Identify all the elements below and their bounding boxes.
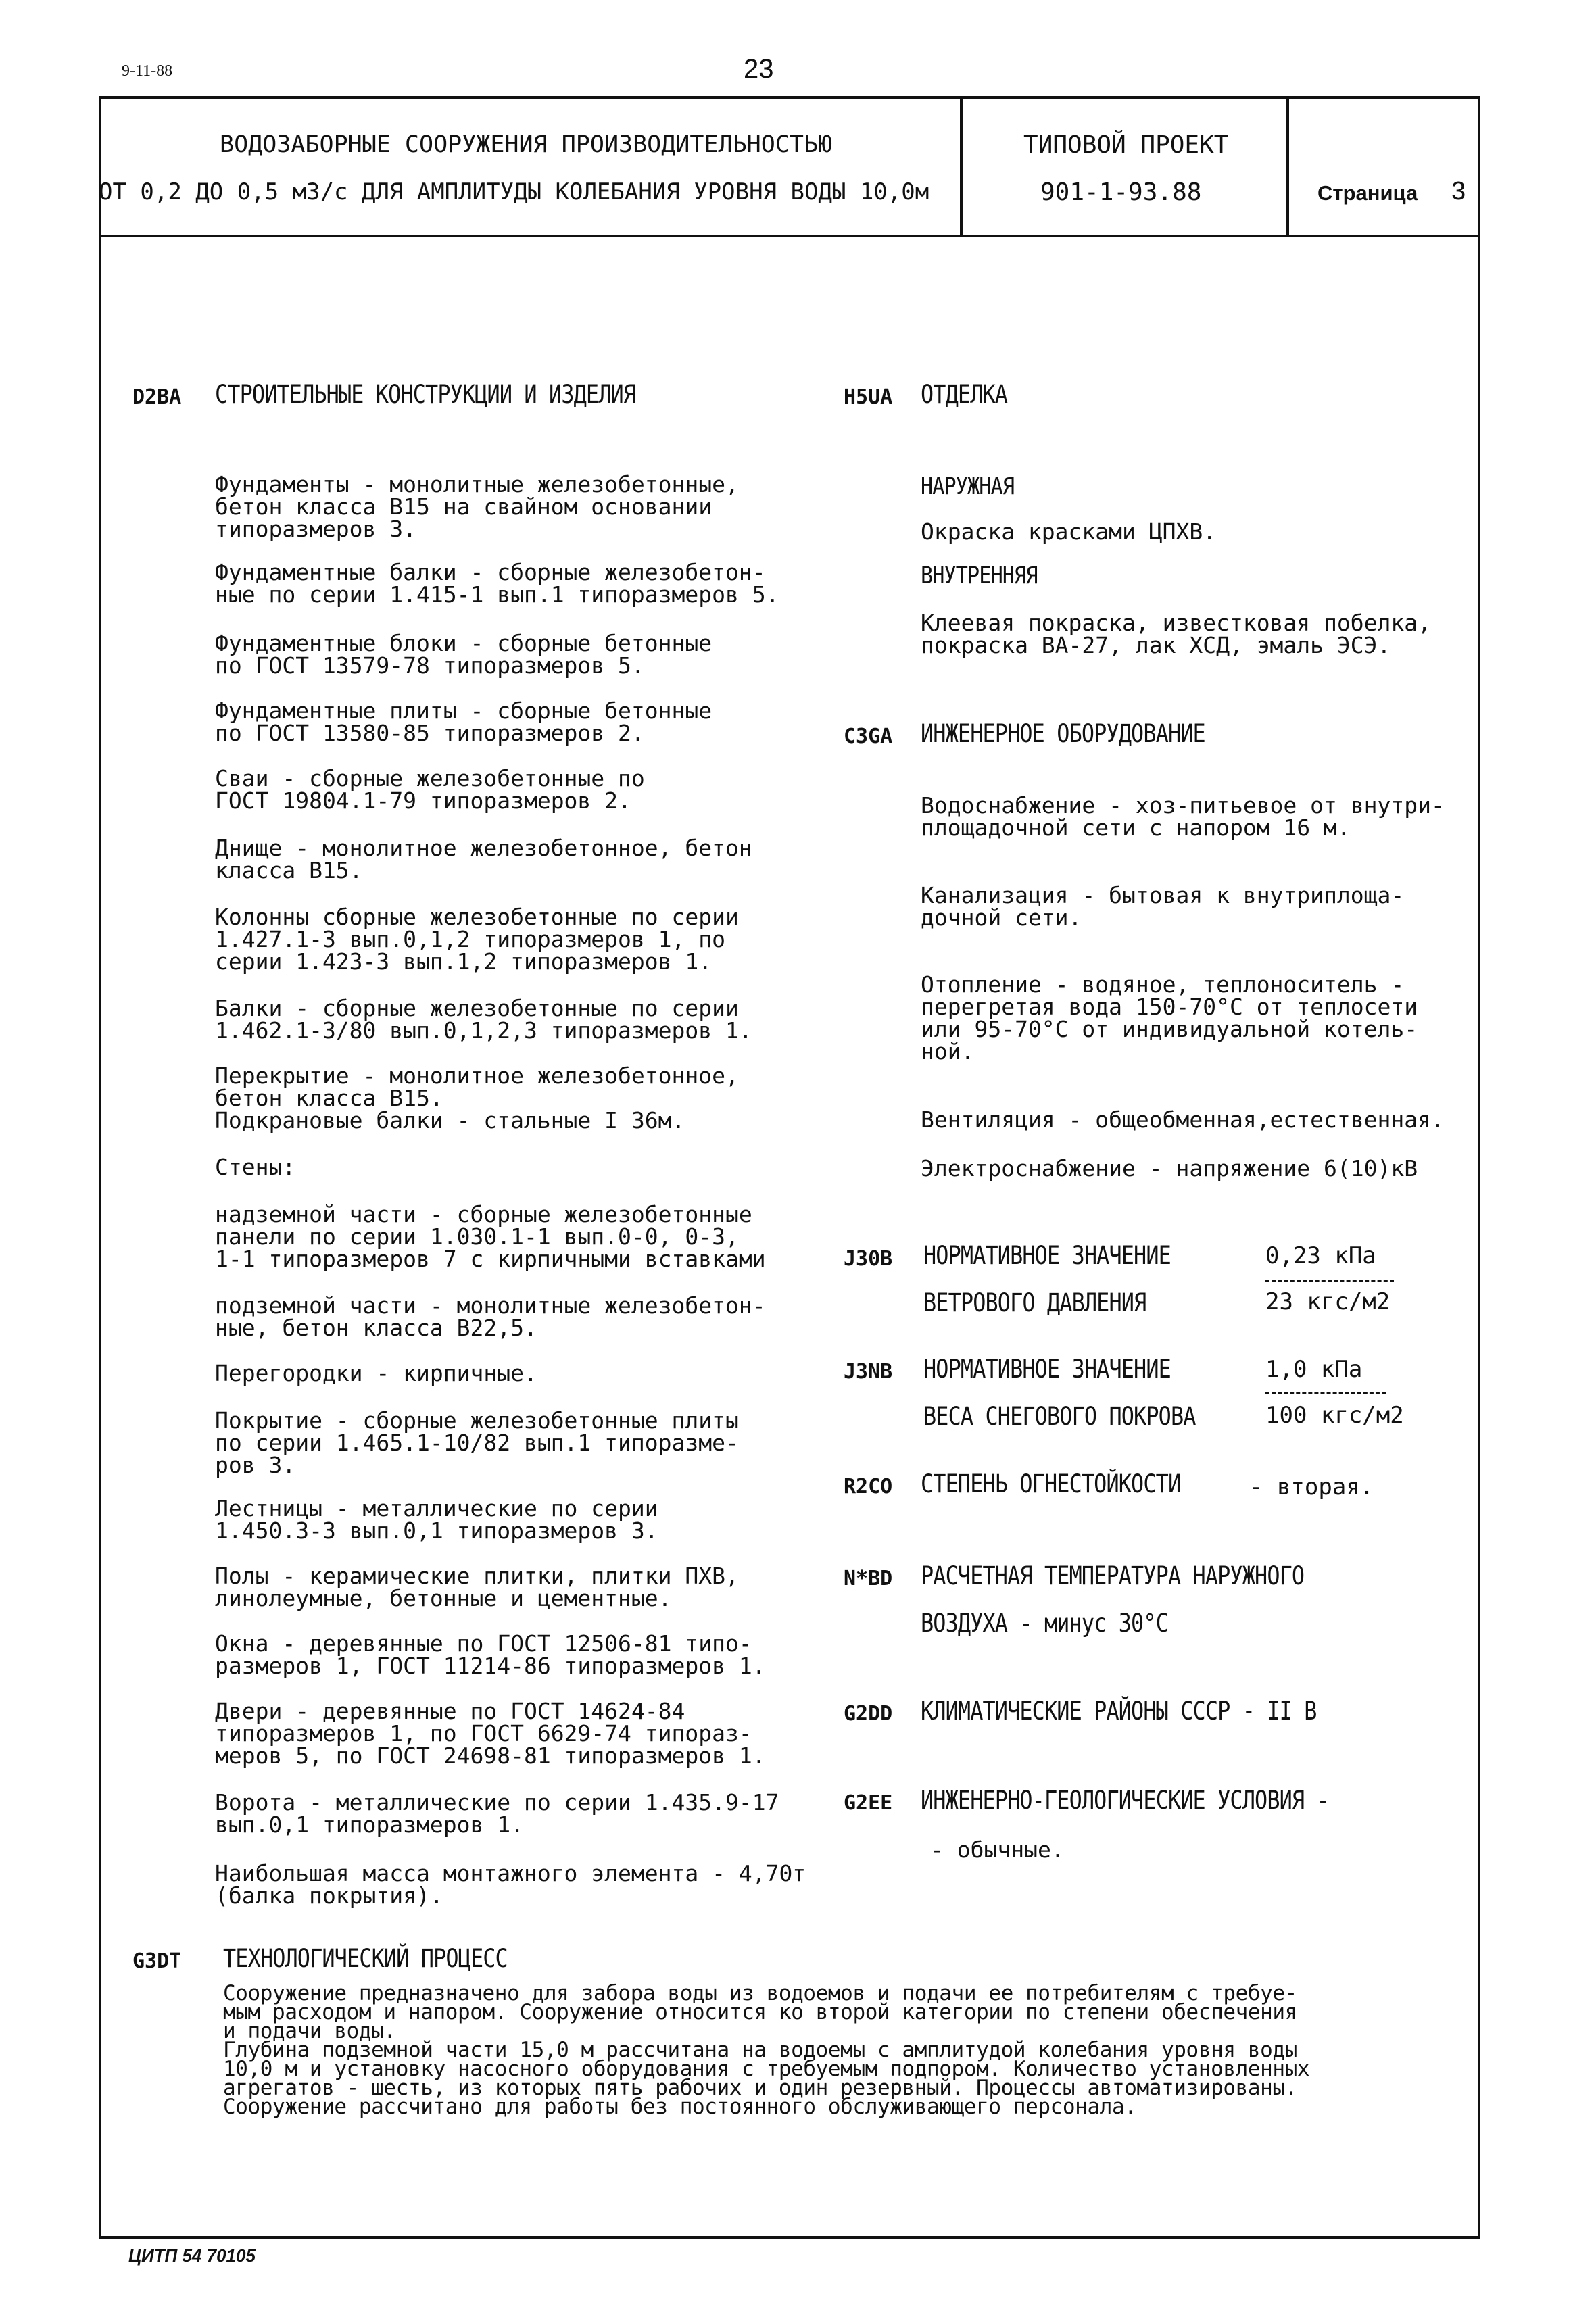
list-item: Фундаментные плиты - сборные бетонные по ГОСТ 13580-85 типоразмеров 2. xyxy=(215,698,712,746)
title-line-2: ОТ 0,2 ДО 0,5 м3/с ДЛЯ АМПЛИТУДЫ КОЛЕБАНИЯ УРОВНЯ ВОДЫ 10,0м xyxy=(99,178,929,205)
title-cell xyxy=(101,99,963,235)
wind-line-1: НОРМАТИВНОЕ ЗНАЧЕНИЕ xyxy=(923,1241,1171,1270)
list-item: надземной части - сборные железобетонные панели по серии 1.030.1-1 вып.0-0, 0-3, 1-1 типоразмеров 7 с кирпичными вставками xyxy=(215,1201,766,1272)
title-block xyxy=(101,99,1478,237)
sheet-number: 23 xyxy=(744,54,774,84)
date-stamp: 9-11-88 xyxy=(122,62,173,80)
page-cell xyxy=(1289,99,1478,235)
fire-value: - вторая. xyxy=(1249,1473,1374,1501)
list-item: Полы - керамические плитки, плитки ПХВ, линолеумные, бетонные и цементные. xyxy=(215,1563,739,1611)
list-item: Перегородки - кирпичные. xyxy=(215,1360,537,1386)
project-cell xyxy=(963,99,1289,235)
list-item: Ворота - металлические по серии 1.435.9-17 вып.0,1 типоразмеров 1. xyxy=(215,1789,779,1838)
equipment-item: Канализация - бытовая к внутриплоща- дочной сети. xyxy=(921,882,1405,931)
list-item: Двери - деревянные по ГОСТ 14624-84 типоразмеров 1, по ГОСТ 6629-74 типораз- меров 5, по ГОСТ 24698-81 типоразмеров 1. xyxy=(215,1698,766,1769)
wind-value-kpa: 0,23 кПа xyxy=(1265,1242,1376,1269)
fire-label: СТЕПЕНЬ ОГНЕСТОЙКОСТИ xyxy=(921,1469,1181,1498)
section-code-g3dt: G3DT xyxy=(132,1949,182,1973)
section-code-j3nb: J3NB xyxy=(844,1360,893,1384)
process-text: Сооружение предназначено для забора воды из водоемов и подачи ее потребителям с требуе- мым расходом и напором. Сооружение относится ко второй категории по степени обеспечения и подачи воды. Глубина подземной части 15,0 м рассчитана на водоемы с амплитудой колебания уровня воды 10,0 м и установку насосного оборудования с требуемым подпором. Количество установленных агрегатов - шесть, из которых пять рабочих и один резервный. Процессы автоматизированы. Сооружение рассчитано для работы без постоянного обслуживающего персонала. xyxy=(223,1981,1310,2119)
list-item: Сваи - сборные железобетонные по ГОСТ 19804.1-79 типоразмеров 2. xyxy=(215,765,645,814)
section-code-h5ua: H5UA xyxy=(844,385,893,409)
geo-value: - обычные. xyxy=(930,1836,1065,1863)
finish-heading: ОТДЕЛКА xyxy=(921,380,1008,409)
list-item: Наибольшая масса монтажного элемента - 4,70т (балка покрытия). xyxy=(215,1860,806,1909)
section-code-g2ee: G2EE xyxy=(844,1791,893,1815)
wind-value-kgs: 23 кгс/м2 xyxy=(1265,1288,1391,1315)
list-item: Покрытие - сборные железобетонные плиты по серии 1.465.1-10/82 вып.1 типоразме- ров 3. xyxy=(215,1407,739,1478)
list-item: Окна - деревянные по ГОСТ 12506-81 типо- размеров 1, ГОСТ 11214-86 типоразмеров 1. xyxy=(215,1630,766,1679)
list-item: Днище - монолитное железобетонное, бетон класса В15. xyxy=(215,835,752,883)
finish-outer-heading: НАРУЖНАЯ xyxy=(921,473,1015,500)
section-code-c3ga: C3GA xyxy=(844,725,893,748)
section-code-j30b: J30B xyxy=(844,1247,893,1271)
section-code-g2dd: G2DD xyxy=(844,1702,893,1726)
section-code-d2ba: D2BA xyxy=(132,385,182,409)
list-item: подземной части - монолитные железобетон- ные, бетон класса В22,5. xyxy=(215,1292,766,1341)
structures-heading: СТРОИТЕЛЬНЫЕ КОНСТРУКЦИИ И ИЗДЕЛИЯ xyxy=(215,380,636,409)
project-number: 901-1-93.88 xyxy=(1040,178,1202,206)
page-number: 3 xyxy=(1451,177,1466,205)
list-item: Фундаментные блоки - сборные бетонные по ГОСТ 13579-78 типоразмеров 5. xyxy=(215,630,712,679)
page-label: Страница xyxy=(1317,181,1418,205)
list-item: Перекрытие - монолитное железобетонное, бетон класса В15. Подкрановые балки - стальные I 36м. xyxy=(215,1063,739,1134)
project-label: ТИПОВОЙ ПРОЕКТ xyxy=(1023,131,1229,159)
geo-heading: ИНЖЕНЕРНО-ГЕОЛОГИЧЕСКИЕ УСЛОВИЯ - xyxy=(921,1786,1329,1815)
finish-inner-text: Клеевая покраска, известковая побелка, покраска ВА-27, лак ХСД, эмаль ЭСЭ. xyxy=(921,610,1431,658)
equipment-item: Вентиляция - общеобменная,естественная. xyxy=(921,1106,1445,1133)
equipment-item: Водоснабжение - хоз-питьевое от внутри- площадочной сети с напором 16 м. xyxy=(921,792,1445,841)
fraction-line xyxy=(1265,1392,1386,1394)
fraction-line xyxy=(1265,1280,1394,1282)
temp-line-1: РАСЧЕТНАЯ ТЕМПЕРАТУРА НАРУЖНОГО xyxy=(921,1561,1305,1590)
finish-outer-text: Окраска красками ЦПХВ. xyxy=(921,518,1217,545)
list-item: Лестницы - металлические по серии 1.450.3-3 вып.0,1 типоразмеров 3. xyxy=(215,1495,658,1544)
finish-inner-heading: ВНУТРЕННЯЯ xyxy=(921,562,1038,589)
equipment-item: Электроснабжение - напряжение 6(10)кВ xyxy=(921,1155,1418,1181)
equipment-item: Отопление - водяное, теплоноситель - перегретая вода 150-70°С от теплосети или 95-70°С от индивидуальной котель- ной. xyxy=(921,971,1418,1065)
process-heading: ТЕХНОЛОГИЧЕСКИЙ ПРОЦЕСС xyxy=(223,1944,508,1973)
climate-text: КЛИМАТИЧЕСКИЕ РАЙОНЫ СССР - II В xyxy=(921,1697,1317,1726)
list-item: Балки - сборные железобетонные по серии 1.462.1-3/80 вып.0,1,2,3 типоразмеров 1. xyxy=(215,995,752,1044)
list-item: Фундаменты - монолитные железобетонные, бетон класса В15 на свайном основании типоразмеров 3. xyxy=(215,471,739,542)
snow-line-1: НОРМАТИВНОЕ ЗНАЧЕНИЕ xyxy=(923,1355,1171,1384)
section-code-nbd: N*BD xyxy=(844,1567,893,1590)
snow-line-2: ВЕСА СНЕГОВОГО ПОКРОВА xyxy=(923,1402,1196,1431)
title-line-1: ВОДОЗАБОРНЫЕ СООРУЖЕНИЯ ПРОИЗВОДИТЕЛЬНОСТЬЮ xyxy=(220,131,833,158)
snow-value-kgs: 100 кгс/м2 xyxy=(1265,1402,1404,1429)
equipment-heading: ИНЖЕНЕРНОЕ ОБОРУДОВАНИЕ xyxy=(921,719,1205,748)
wind-line-2: ВЕТРОВОГО ДАВЛЕНИЯ xyxy=(923,1288,1146,1317)
list-item: Стены: xyxy=(215,1154,296,1180)
list-item: Колонны сборные железобетонные по серии 1.427.1-3 вып.0,1,2 типоразмеров 1, по серии 1.423-3 вып.1,2 типоразмеров 1. xyxy=(215,904,739,975)
footer-stamp: ЦИТП 54 70105 xyxy=(128,2245,256,2266)
snow-value-kpa: 1,0 кПа xyxy=(1265,1356,1363,1383)
list-item: Фундаментные балки - сборные железобетон- ные по серии 1.415-1 вып.1 типоразмеров 5. xyxy=(215,559,779,608)
temp-line-2: ВОЗДУХА - минус 30°С xyxy=(921,1609,1168,1638)
section-code-r2co: R2CO xyxy=(844,1475,893,1498)
